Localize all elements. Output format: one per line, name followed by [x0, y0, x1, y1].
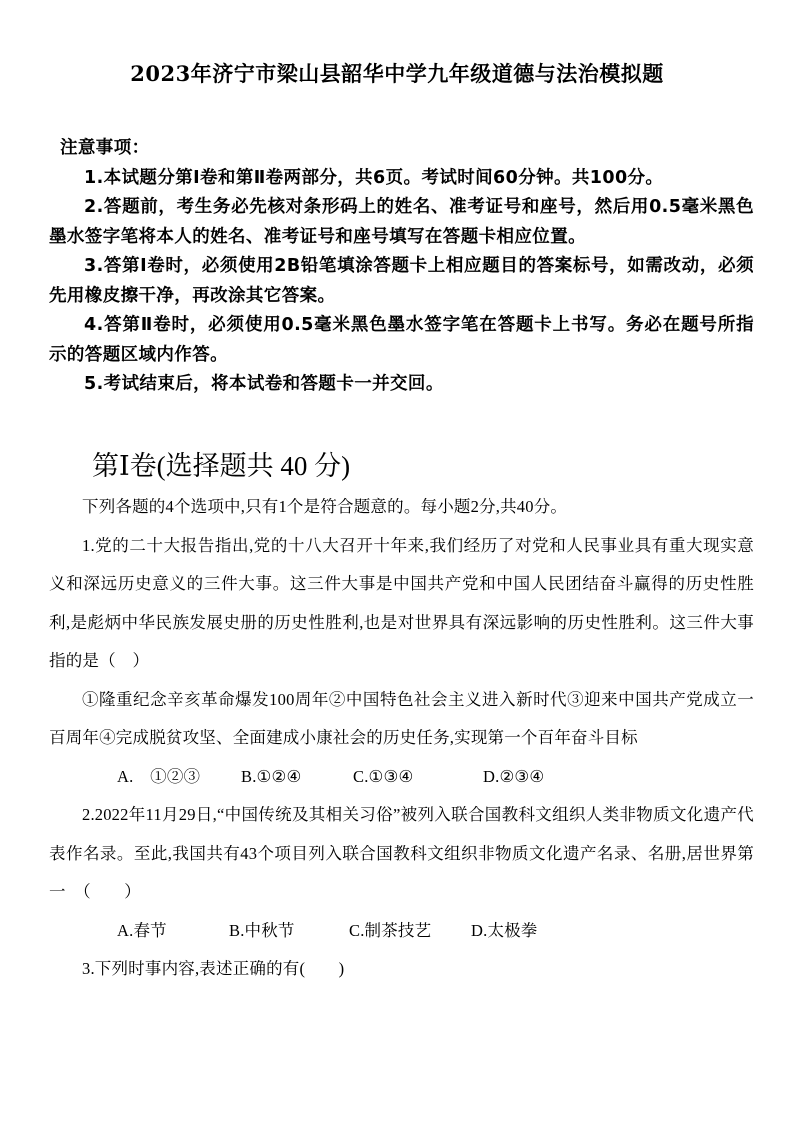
- question-1-statements: ①隆重纪念辛亥革命爆发100周年②中国特色社会主义进入新时代③迎来中国共产党成立一百周年④完成脱贫攻坚、全面建成小康社会的历史任务,实现第一个百年奋斗目标: [49, 689, 754, 747]
- option-d: D.太极拳: [471, 920, 538, 940]
- option-c: C.制茶技艺: [349, 920, 432, 940]
- notice-heading: 注意事项：: [60, 138, 150, 158]
- notice-item: 3.答第Ⅰ卷时，必须使用2B铅笔填涂答题卡上相应题目的答案标号，如需改动，必须先用橡皮擦干净，再改涂其它答案。: [49, 256, 754, 306]
- notice-section: [49, 134, 754, 400]
- option-a: A.春节: [117, 920, 167, 940]
- option-b: B.中秋节: [229, 920, 295, 940]
- question-2-stem: 2.2022年11月29日,“中国传统及其相关习俗”被列入联合国教科文组织人类非物质文化遗产代表作名录。至此,我国共有43个项目列入联合国教科文组织非物质文化遗产名录、名册,居世界第一 （ ）: [49, 805, 754, 901]
- option-b: B.①②④: [241, 766, 302, 786]
- option-c: C.①③④: [353, 766, 414, 786]
- page-title: 2023年济宁市梁山县韶华中学九年级道德与法治模拟题: [130, 61, 664, 86]
- question-2-options: [49, 912, 754, 951]
- notice-item: 5.考试结束后，将本试卷和答题卡一并交回。: [84, 374, 444, 394]
- question-body: [49, 488, 754, 989]
- question-3-stem: 3.下列时事内容,表述正确的有( ): [82, 959, 345, 978]
- section-instructions: 下列各题的4个选项中,只有1个是符合题意的。每小题2分,共40分。: [82, 497, 568, 516]
- notice-item: 2.答题前，考生务必先核对条形码上的姓名、准考证号和座号，然后用0.5毫米黑色墨水签字笔将本人的姓名、准考证号和座号填写在答题卡相应位置。: [49, 197, 754, 247]
- notice-item: 1.本试题分第Ⅰ卷和第Ⅱ卷两部分，共6页。考试时间60分钟。共100分。: [84, 167, 664, 188]
- section-title: 第Ⅰ卷(选择题共 40 分): [92, 451, 351, 481]
- question-1-options: [49, 758, 754, 797]
- option-a: A. ①②③: [117, 766, 201, 786]
- question-1-stem: 1.党的二十大报告指出,党的十八大召开十年来,我们经历了对党和人民事业具有重大现实意义和深远历史意义的三件大事。这三件大事是中国共产党和中国人民团结奋斗赢得的历史性胜利,是彪炳中华民族发展史册的历史性胜利,也是对世界具有深远影响的历史性胜利。这三件大事指的是（ ）: [49, 535, 754, 670]
- notice-item: 4.答第Ⅱ卷时，必须使用0.5毫米黑色墨水签字笔在答题卡上书写。务必在题号所指示的答题区域内作答。: [49, 315, 754, 365]
- option-d: D.②③④: [483, 766, 545, 786]
